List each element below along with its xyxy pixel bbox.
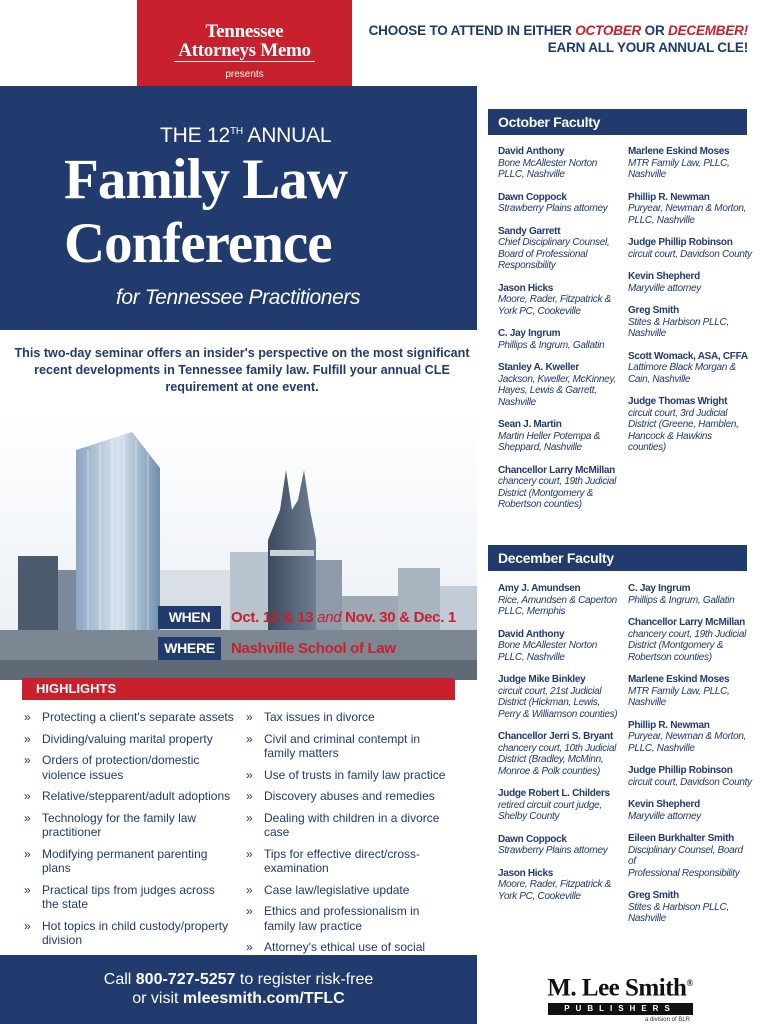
highlight-item [24, 811, 234, 840]
bullet-icon: » [24, 810, 31, 825]
logo-line-2 [137, 40, 352, 62]
faculty-name: Judge Robert L. Childers [498, 788, 610, 799]
annual-label [160, 124, 331, 148]
highlight-text: Discovery abuses and remedies [264, 789, 435, 803]
page-title-line-2: Conference [64, 212, 332, 275]
highlights-title: HIGHLIGHTS [22, 678, 455, 700]
faculty-affiliation: Disciplinary Counsel, Board of Professional Responsibility [628, 844, 743, 879]
call-prefix: Call [103, 971, 136, 988]
bullet-icon: » [24, 710, 31, 724]
highlight-text: Modifying permanent parenting plans [42, 846, 208, 875]
page-title-line-1: Family Law [64, 148, 347, 211]
faculty-name: David Anthony [498, 628, 565, 640]
registration-link[interactable]: mleesmith.com/TFLC [182, 990, 345, 1007]
faculty-entry [628, 237, 752, 260]
faculty-affiliation: chancery court, 19th Judicial District (Montgomery & Robertson counties) [498, 476, 617, 510]
faculty-affiliation: MTR Family Law, PLLC, Nashville [628, 157, 730, 180]
faculty-affiliation: Jackson, Kweller, McKinney, Hayes, Lewis & Garrett, Nashville [498, 373, 616, 408]
faculty-name: Jason Hicks [498, 282, 554, 294]
faculty-affiliation: Bone McAllester Norton PLLC, Nashville [498, 157, 598, 180]
faculty-entry [628, 765, 752, 788]
faculty-name: Sean J. Martin [498, 419, 562, 430]
faculty-affiliation: Lattimore Black Morgan & Cain, Nashville [628, 362, 736, 385]
faculty-entry [628, 617, 752, 663]
faculty-entry [628, 192, 752, 227]
december-faculty-title: December Faculty [488, 545, 747, 571]
october-faculty-column-2 [628, 146, 752, 465]
faculty-name: Judge Phillip Robinson [628, 237, 733, 248]
faculty-entry [498, 788, 623, 823]
when-value [231, 606, 456, 629]
bullet-icon: » [246, 767, 253, 782]
faculty-name: C. Jay Ingrum [498, 328, 561, 339]
bullet-icon: » [24, 753, 31, 767]
phone-number[interactable]: 800-727-5257 [135, 971, 236, 988]
faculty-entry [498, 465, 623, 511]
faculty-affiliation: circuit court, Davidson County [628, 776, 752, 788]
highlight-text: Technology for the family law practitioner [42, 810, 197, 839]
tennessee-attorneys-memo-logo [137, 0, 352, 86]
highlight-text: Hot topics in child custody/property division [42, 918, 229, 947]
faculty-entry [628, 799, 752, 822]
page-subtitle: for Tennessee Practitioners [116, 286, 361, 309]
faculty-affiliation: Strawberry Plains attorney [498, 203, 608, 214]
faculty-name: Sandy Garrett [498, 225, 561, 237]
faculty-name: Kevin Shepherd [628, 271, 700, 282]
faculty-entry [628, 305, 752, 340]
publisher-bar: PUBLISHERS [548, 1003, 693, 1015]
faculty-entry [628, 674, 752, 709]
when-label: WHEN [158, 606, 221, 629]
promo-line-1 [369, 22, 748, 39]
faculty-name: Chancellor Larry McMillan [498, 464, 615, 476]
call-line [0, 970, 477, 989]
faculty-name: Kevin Shepherd [628, 799, 700, 810]
faculty-entry [498, 731, 623, 777]
highlight-text: Dividing/valuing marital property [42, 731, 213, 746]
logo-line-2-text: Attorneys Memo [174, 40, 314, 62]
promo-line-2: EARN ALL YOUR ANNUAL CLE! [547, 40, 748, 55]
faculty-entry [498, 192, 623, 215]
faculty-affiliation: chancery court, 10th Judicial District (Bradley, McMinn, Monroe & Polk counties) [498, 742, 617, 777]
bullet-icon: » [246, 846, 253, 861]
faculty-entry [628, 720, 752, 755]
faculty-affiliation: Maryville attorney [628, 810, 701, 822]
faculty-affiliation: Moore, Rader, Fitzpatrick & York PC, Cookeville [498, 294, 612, 317]
highlight-text: Attorney's ethical use of social [264, 940, 426, 954]
faculty-name: Amy J. Amundsen [498, 583, 581, 594]
bullet-icon: » [246, 710, 253, 724]
faculty-entry [628, 583, 752, 606]
october-faculty-title: October Faculty [488, 109, 747, 135]
faculty-name: Chancellor Larry McMillan [628, 617, 745, 628]
faculty-entry [498, 328, 623, 351]
publisher-name-text: M. Lee Smith [547, 974, 687, 1002]
faculty-name: Judge Mike Binkley [498, 674, 586, 685]
faculty-name: Stanley A. Kweller [498, 362, 579, 373]
highlight-text: Protecting a client's separate assets [42, 710, 234, 724]
promo-october: OCTOBER [575, 23, 642, 38]
faculty-affiliation: Stites & Harbison PLLC, Nashville [628, 316, 729, 339]
highlight-item [24, 753, 234, 782]
publisher-division: a division of BLR [644, 1017, 690, 1024]
faculty-entry [628, 833, 752, 879]
faculty-entry [498, 146, 623, 181]
highlight-item [24, 883, 234, 912]
when-and: and [317, 609, 342, 626]
faculty-affiliation: Strawberry Plains attorney [498, 845, 608, 856]
title-panel [0, 86, 477, 330]
faculty-entry [498, 868, 623, 903]
faculty-name: Scott Womack, ASA, CFFA [628, 350, 748, 362]
highlight-text: Ethics and professionalism in family law practice [264, 904, 420, 933]
faculty-entry [628, 890, 752, 925]
promo-text: CHOOSE TO ATTEND IN EITHER [368, 23, 576, 38]
promo-december: DECEMBER! [668, 23, 748, 38]
highlight-text: Tax issues in divorce [264, 710, 375, 724]
highlight-item [246, 768, 451, 783]
bullet-icon: » [24, 731, 31, 746]
december-faculty-column-1 [498, 583, 623, 913]
highlight-item [246, 710, 451, 725]
visit-line [0, 989, 477, 1008]
faculty-affiliation: Puryear, Newman & Morton, PLLC, Nashville [628, 203, 747, 226]
annual-sup: TH [230, 126, 243, 137]
highlight-item [246, 789, 451, 804]
faculty-affiliation: Maryville attorney [628, 282, 701, 294]
december-faculty-column-2 [628, 583, 752, 936]
highlight-item [24, 732, 234, 747]
bullet-icon: » [246, 789, 253, 803]
faculty-name: Chancellor Jerri S. Bryant [498, 731, 614, 742]
bullet-icon: » [246, 731, 253, 746]
highlight-text: Relative/stepparent/adult adoptions [42, 789, 231, 803]
attendance-promo [369, 22, 748, 56]
faculty-entry [498, 419, 623, 454]
faculty-affiliation: chancery court, 19th Judicial District (Montgomery & Robertson counties) [628, 628, 747, 663]
registration-footer [0, 955, 477, 1024]
annual-prefix: THE 12 [160, 124, 230, 147]
faculty-affiliation: Rice, Amundsen & Caperton PLLC, Memphis [498, 594, 617, 617]
highlights-column-2 [246, 710, 451, 976]
bullet-icon: » [246, 904, 253, 918]
highlight-text: Dealing with children in a divorce case [264, 810, 440, 839]
when-dates-1: Oct. 12 & 13 [231, 609, 318, 626]
faculty-entry [498, 283, 623, 318]
faculty-entry [498, 226, 623, 272]
faculty-entry [628, 351, 752, 386]
bullet-icon: » [246, 882, 253, 897]
faculty-affiliation: Stites & Harbison PLLC, Nashville [628, 901, 729, 924]
highlight-text: Case law/legislative update [264, 882, 410, 897]
presents-label: presents [225, 69, 264, 80]
highlight-item [246, 732, 451, 761]
highlight-item [246, 847, 451, 876]
faculty-affiliation: circuit court, 21st Judicial District (Hickman, Lewis, Perry & Williamson counties) [498, 685, 618, 720]
faculty-entry [498, 834, 623, 857]
intro-text: This two-day seminar offers an insider's perspective on the most significant recent developments in Tennessee family law. Fulfill your annual CLE requirement at one event. [14, 346, 470, 394]
faculty-affiliation: Phillips & Ingrum, Gallatin [628, 594, 735, 606]
faculty-entry [498, 362, 623, 408]
highlight-text: Practical tips from judges across the state [42, 882, 215, 911]
m-lee-smith-publishers-logo [540, 970, 700, 1023]
highlight-text: Civil and criminal contempt in family matters [264, 731, 421, 760]
publisher-reg: ® [686, 978, 693, 988]
faculty-entry [498, 583, 623, 618]
highlights-column-1 [24, 710, 234, 955]
highlight-item [24, 919, 234, 948]
highlight-item [246, 883, 451, 898]
bullet-icon: » [246, 940, 253, 954]
faculty-entry [498, 674, 623, 720]
faculty-name: Greg Smith [628, 305, 679, 316]
faculty-affiliation: Bone McAllester Norton PLLC, Nashville [498, 640, 598, 663]
where-label: WHERE [158, 637, 221, 660]
call-suffix: to register risk-free [235, 971, 374, 988]
highlight-item [24, 710, 234, 725]
faculty-affiliation: Phillips & Ingrum, Gallatin [498, 339, 605, 351]
faculty-name: C. Jay Ingrum [628, 583, 691, 594]
bullet-icon: » [24, 789, 31, 803]
faculty-affiliation: Chief Disciplinary Counsel, Board of Professional Responsibility [498, 237, 610, 271]
faculty-name: Dawn Coppock [498, 191, 567, 203]
faculty-entry [628, 396, 752, 454]
promo-or: OR [641, 23, 669, 38]
faculty-affiliation: MTR Family Law, PLLC, Nashville [628, 685, 730, 708]
faculty-name: David Anthony [498, 146, 565, 157]
visit-prefix: or visit [132, 990, 183, 1007]
faculty-affiliation: circuit court, Davidson County [628, 248, 752, 260]
faculty-entry [498, 629, 623, 664]
publisher-name [540, 970, 700, 1001]
faculty-name: Judge Phillip Robinson [628, 765, 733, 776]
bullet-icon: » [24, 882, 31, 897]
faculty-name: Phillip R. Newman [628, 719, 710, 731]
faculty-affiliation: retired circuit court judge, Shelby County [498, 799, 602, 822]
where-value: Nashville School of Law [231, 640, 396, 657]
bullet-icon: » [24, 918, 31, 933]
highlight-text: Orders of protection/domestic violence issues [42, 753, 200, 782]
when-dates-2: Nov. 30 & Dec. 1 [341, 609, 456, 626]
highlight-item [246, 904, 451, 933]
bullet-icon: » [24, 846, 31, 861]
faculty-name: Dawn Coppock [498, 833, 567, 845]
highlight-item [24, 847, 234, 876]
highlight-item [246, 811, 451, 840]
faculty-name: Marlene Eskind Moses [628, 674, 730, 685]
logo-line-1: Tennessee [205, 21, 284, 42]
highlight-text: Use of trusts in family law practice [264, 767, 446, 782]
faculty-name: Jason Hicks [498, 867, 554, 879]
highlight-text: Tips for effective direct/cross-examination [264, 846, 421, 875]
october-faculty-column-1 [498, 146, 623, 522]
highlight-item [24, 789, 234, 804]
faculty-name: Judge Thomas Wright [628, 396, 728, 407]
faculty-affiliation: Martin Heller Potempa & Sheppard, Nashville [498, 430, 601, 453]
faculty-name: Marlene Eskind Moses [628, 146, 730, 157]
faculty-entry [628, 271, 752, 294]
faculty-name: Eileen Burkhalter Smith [628, 833, 734, 844]
bullet-icon: » [246, 810, 253, 825]
faculty-entry [628, 146, 752, 181]
faculty-name: Greg Smith [628, 890, 679, 901]
faculty-affiliation: Puryear, Newman & Morton, PLLC, Nashville [628, 731, 747, 754]
annual-suffix: ANNUAL [242, 124, 332, 147]
faculty-affiliation: circuit court, 3rd Judicial District (Greene, Hamblen, Hancock & Hawkins counties) [628, 407, 739, 453]
faculty-name: Phillip R. Newman [628, 191, 710, 203]
faculty-affiliation: Moore, Rader, Fitzpatrick & York PC, Cookeville [498, 879, 612, 902]
